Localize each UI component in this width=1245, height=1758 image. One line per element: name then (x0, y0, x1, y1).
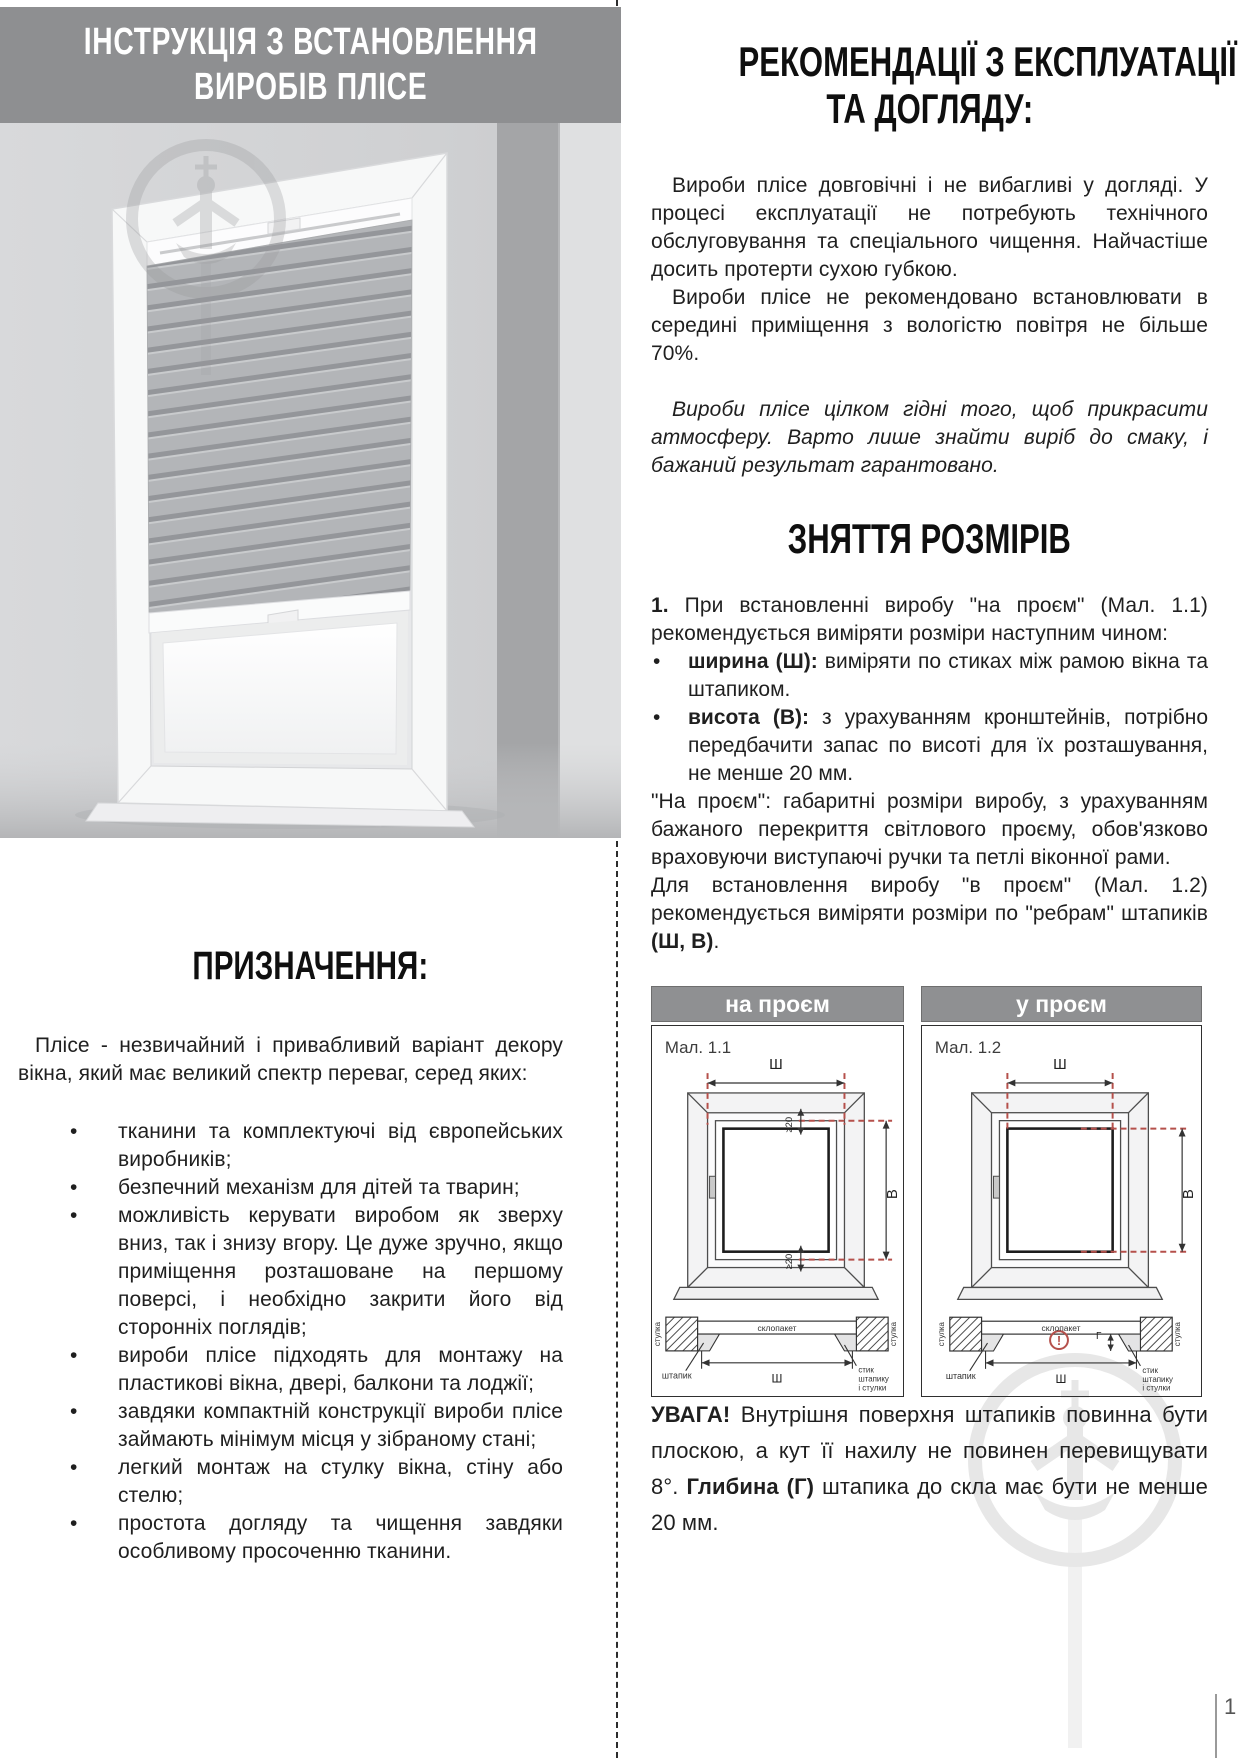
joint-label: стик (858, 1365, 874, 1375)
height-lead: висота (В): (688, 706, 809, 729)
list-item (18, 1510, 563, 1566)
depth-bold: Глибина (Г) (686, 1474, 815, 1499)
header-line-1: ІНСТРУКЦІЯ З ВСТАНОВЛЕННЯ (83, 21, 538, 63)
joint-label: і стулки (1142, 1383, 1171, 1393)
pleated-blind (147, 198, 412, 633)
list-item (651, 704, 1208, 788)
feature-text: безпечний механізм для дітей та тварин; (118, 1176, 520, 1199)
window-glass (152, 611, 408, 765)
feature-text: вироби плісе підходять для монтажу на пластикові вікна, двері, балкони та лоджії; (118, 1344, 563, 1395)
joint-label: штапику (1142, 1374, 1174, 1384)
glazing-label: склопакет (757, 1323, 797, 1334)
list-item (18, 1118, 563, 1174)
bullet-icon: • (70, 1344, 78, 1367)
feature-text: простота догляду та чищення завдяки особливому просоченню тканини. (118, 1512, 563, 1563)
window-drawing (958, 1093, 1163, 1300)
care-paragraph-2: Вироби плісе не рекомендовано встановлювати в середині приміщення з вологістю повітря не більше 70%. (651, 286, 1208, 365)
v-proem-paragraph (651, 872, 1208, 956)
care-paragraph-3: Вироби плісе цілком гідні того, щоб прикрасити атмосферу. Варто лише знайти виріб до смаку, і бажаний результат гарантовано. (651, 398, 1208, 477)
cross-section (937, 1317, 1182, 1392)
width-dim-label: Ш (1055, 1371, 1067, 1386)
sash-label: стулка (652, 1321, 662, 1347)
bullet-icon: • (70, 1512, 78, 1535)
step-number: 1. (651, 594, 669, 617)
purpose-body (0, 1032, 621, 1566)
bullet-icon: • (70, 1400, 78, 1423)
list-item (18, 1398, 563, 1454)
page-number: 1 (1215, 1694, 1236, 1758)
warning-mark: ! (1056, 1333, 1062, 1349)
figure-1-1-drawing (652, 1026, 903, 1396)
v-proem-end: . (713, 930, 720, 953)
bullet-icon: • (653, 706, 661, 729)
width-dim-label: Ш (1053, 1057, 1067, 1074)
width-lead: ширина (Ш): (688, 650, 818, 673)
width-text: виміряти по стиках між рамою вікна та штапиком. (688, 650, 1208, 701)
instruction-header (0, 7, 621, 123)
list-item (18, 1202, 563, 1342)
list-item (18, 1342, 563, 1398)
list-item (651, 648, 1208, 704)
list-item (18, 1454, 563, 1510)
feature-text: тканини та комплектуючі від європейських виробників; (118, 1120, 563, 1171)
bullet-icon: • (70, 1176, 78, 1199)
bead-label: штапик (661, 1370, 692, 1381)
v-proem-bold: (Ш, В) (651, 930, 714, 953)
bullet-icon: • (70, 1456, 78, 1479)
figure-1-2 (921, 1025, 1202, 1397)
step-text: При встановленні виробу "на проєм" (Мал. 1.1) рекомендується виміряти розміри наступним чином: (651, 594, 1208, 645)
min-offset-label: ≥20 (782, 1253, 794, 1270)
feature-text: легкий монтаж на стулку вікна, стіну або стелю; (118, 1456, 563, 1507)
figure-label: Мал. 1.1 (664, 1038, 732, 1058)
product-photo (0, 123, 621, 838)
figure-1-2-drawing (922, 1026, 1201, 1396)
width-dim-label: Ш (771, 1371, 783, 1386)
measure-list (651, 648, 1208, 788)
panel-u-proem (921, 986, 1202, 1397)
bullet-icon: • (70, 1204, 78, 1227)
sash-label: стулка (936, 1322, 946, 1347)
feature-text: можливість керувати виробом як зверху вниз, так і знизу вгору. Це дуже зручно, якщо приміщення розташоване на першому поверсі, і необхідно закрити його від сторонніх поглядів; (118, 1204, 563, 1339)
window-drawing (674, 1093, 878, 1299)
attention-text: Внутрішня поверхня штапиків повинна бути плоскою, а кут її нахилу не повинен перевищувати 8°. (651, 1402, 1208, 1499)
bead-label: штапик (945, 1370, 976, 1381)
care-title: РЕКОМЕНДАЦІЇ З ЕКСПЛУАТАЦІЇ ТА ДОГЛЯДУ: (738, 38, 1237, 132)
panel-na-proem (651, 986, 904, 1397)
features-list (18, 1118, 563, 1566)
joint-label: стик (1142, 1365, 1158, 1375)
sizes-title: ЗНЯТТЯ РОЗМІРІВ (787, 515, 1072, 562)
sash-label: стулка (1173, 1322, 1183, 1347)
v-proem-text: Для встановлення виробу "в проєм" (Мал. 1.2) рекомендується виміряти розміри по "ребрам" штапиків (651, 874, 1208, 925)
feature-text: завдяки компактній конструкції вироби плісе займають мінімум місця у зібраному стані; (118, 1400, 563, 1451)
list-item (18, 1174, 563, 1202)
figure-1-1 (651, 1025, 904, 1397)
height-dim-label: В (885, 1189, 902, 1200)
min-offset-label: ≥20 (782, 1116, 794, 1133)
width-dim-label: Ш (769, 1057, 783, 1074)
bullet-icon: • (653, 650, 661, 673)
na-proem-paragraph: "На проєм": габаритні розміри виробу, з урахуванням бажаного перекриття світлового проєму, обов'язково враховуючи виступаючі ручки та петлі віконної рами. (651, 790, 1208, 869)
sash-label: стулка (889, 1321, 899, 1347)
attention-text-end: штапика до скла має бути не менше 20 мм. (651, 1474, 1208, 1535)
panel-header: на проєм (651, 986, 904, 1022)
bullet-icon: • (70, 1120, 78, 1143)
diagram-panels (651, 986, 1208, 1397)
height-dim-label: В (1181, 1189, 1198, 1200)
pleated-blind-render (0, 123, 621, 838)
joint-label: штапику (858, 1374, 889, 1384)
header-line-2: ВИРОБІВ ПЛІСЕ (193, 66, 428, 108)
right-column (651, 0, 1237, 1541)
figure-label: Мал. 1.2 (934, 1038, 1002, 1058)
attention-paragraph (651, 1397, 1208, 1541)
attention-lead: УВАГА! (651, 1402, 731, 1427)
panel-header: у проєм (921, 986, 1202, 1022)
cross-section (653, 1317, 898, 1392)
depth-dim-label: Г (1096, 1331, 1102, 1343)
left-column (0, 0, 621, 1566)
care-paragraph-1: Вироби плісе довговічні і не вибагливі у догляді. У процесі експлуатації не потребують технічного обслуговування та спеціального чищення. Найчастіше досить протерти сухою губкою. (651, 174, 1208, 281)
height-text: з урахуванням кронштейнів, потрібно передбачити запас по висоті для їх розташування, не менше 20 мм. (688, 706, 1208, 785)
purpose-title: ПРИЗНАЧЕННЯ: (192, 944, 429, 988)
purpose-intro: Плісе - незвичайний і привабливий варіант декору вікна, який має великий спектр переваг, серед яких: (18, 1034, 563, 1085)
glazing-label: склопакет (1041, 1323, 1081, 1334)
step-1-paragraph (651, 592, 1208, 648)
joint-label: і стулки (858, 1383, 887, 1393)
